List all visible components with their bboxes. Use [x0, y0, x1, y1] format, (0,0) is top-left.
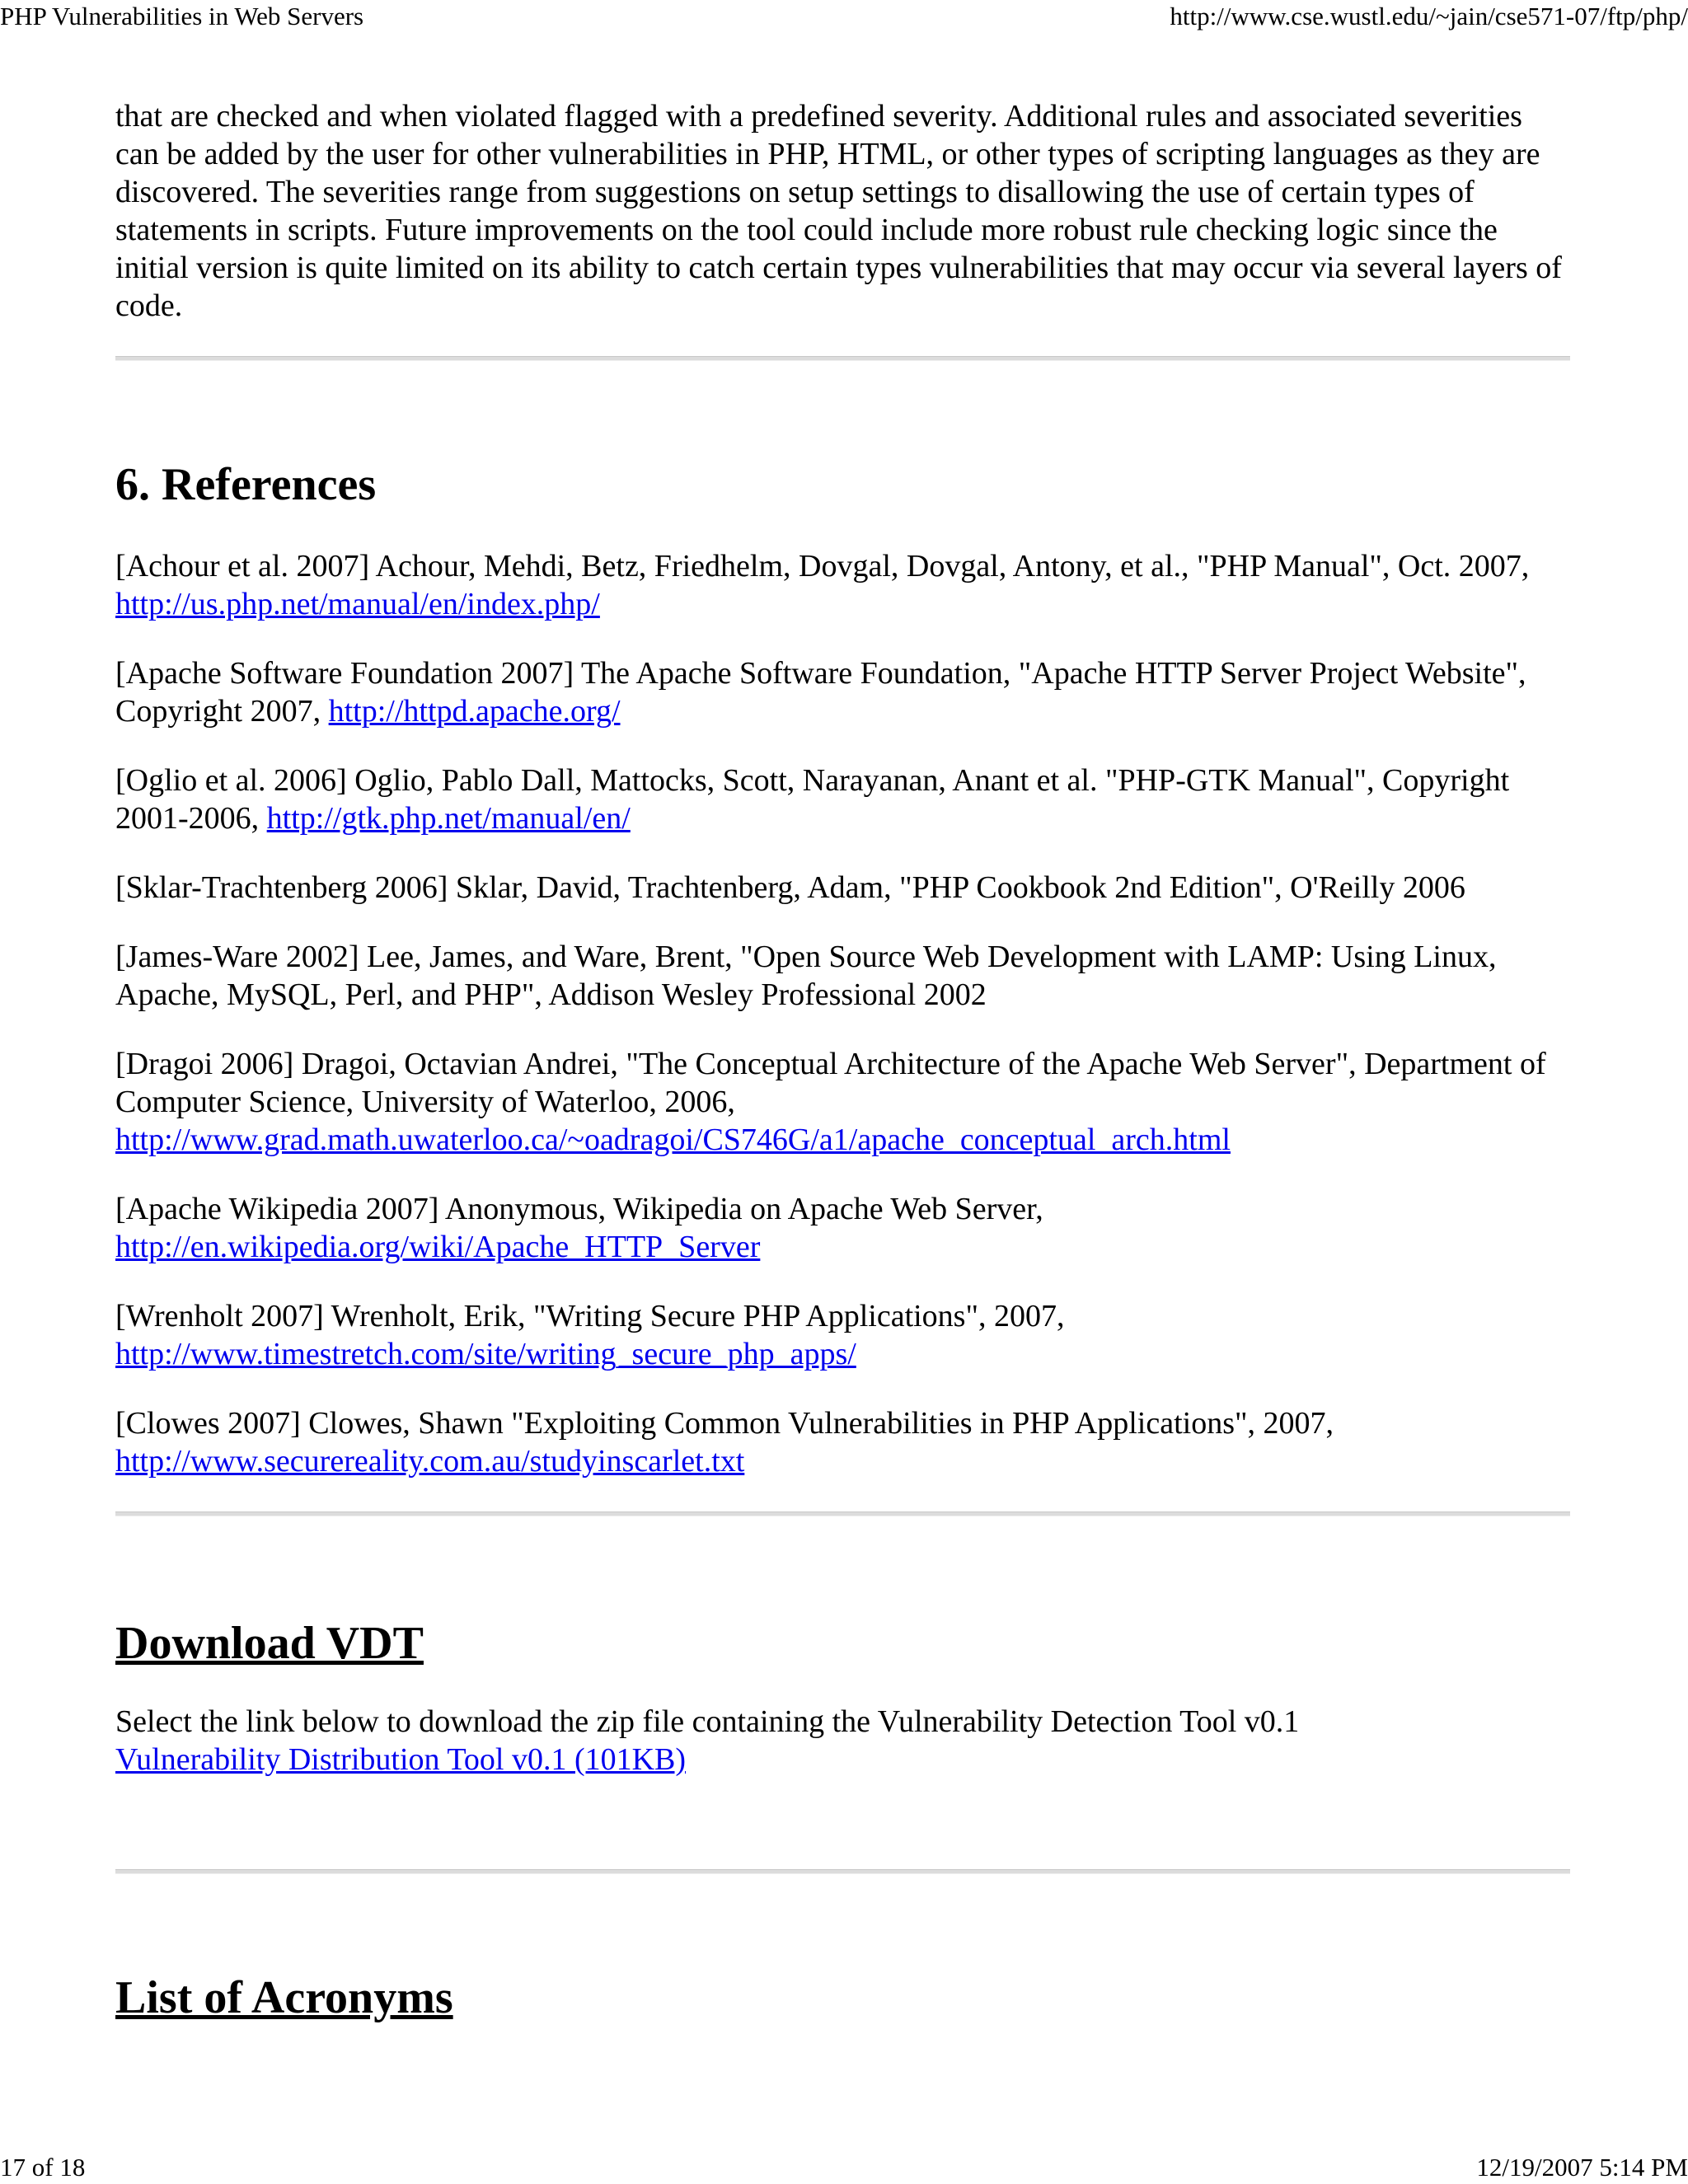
reference-item	[115, 938, 1570, 1014]
download-link[interactable]: Vulnerability Distribution Tool v0.1 (101KB)	[115, 1742, 687, 1777]
reference-text: [Oglio et al. 2006] Oglio, Pablo Dall, Mattocks, Scott, Narayanan, Anant et al. "PHP-GTK Manual", Copyright 2001-2006,	[115, 763, 1510, 836]
page-number: 17 of 18	[0, 2153, 86, 2182]
reference-item	[115, 1297, 1570, 1373]
reference-item	[115, 547, 1570, 623]
reference-text: [Apache Wikipedia 2007] Anonymous, Wikipedia on Apache Web Server,	[115, 1192, 1043, 1226]
download-block	[115, 1703, 1570, 1779]
reference-text: [Clowes 2007] Clowes, Shawn "Exploiting Common Vulnerabilities in PHP Applications", 2007,	[115, 1406, 1334, 1441]
reference-link[interactable]: http://www.grad.math.uwaterloo.ca/~oadragoi/CS746G/a1/apache_conceptual_arch.html	[115, 1122, 1231, 1157]
reference-text: [James-Ware 2002] Lee, James, and Ware, Brent, "Open Source Web Development with LAMP: Using Linux, Apache, MySQL, Perl, and PHP", Addison Wesley Professional 2002	[115, 940, 1497, 1012]
reference-item	[115, 654, 1570, 730]
reference-text: [Apache Software Foundation 2007] The Apache Software Foundation, "Apache HTTP Server Project Website", Copyright 2007,	[115, 656, 1526, 729]
references-heading: 6. References	[115, 459, 377, 510]
reference-item	[115, 1404, 1570, 1480]
download-text: Select the link below to download the zip file containing the Vulnerability Detection Tool v0.1	[115, 1704, 1300, 1739]
reference-link[interactable]: http://gtk.php.net/manual/en/	[266, 801, 631, 836]
page-content	[115, 97, 1570, 2024]
section-divider	[115, 1511, 1570, 1516]
print-header-title: PHP Vulnerabilities in Web Servers	[0, 2, 364, 30]
download-heading: Download VDT	[115, 1618, 424, 1669]
print-header-url: http://www.cse.wustl.edu/~jain/cse571-07/ftp/php/	[1170, 2, 1688, 30]
print-datetime: 12/19/2007 5:14 PM	[1476, 2153, 1688, 2182]
reference-text: [Dragoi 2006] Dragoi, Octavian Andrei, "The Conceptual Architecture of the Apache Web Server", Department of Computer Science, University of Waterloo, 2006,	[115, 1047, 1546, 1119]
reference-item	[115, 1045, 1570, 1159]
print-header	[0, 0, 1688, 33]
reference-link[interactable]: http://en.wikipedia.org/wiki/Apache_HTTP_Server	[115, 1230, 761, 1264]
reference-text: [Wrenholt 2007] Wrenholt, Erik, "Writing Secure PHP Applications", 2007,	[115, 1299, 1065, 1333]
section-divider	[115, 1869, 1570, 1874]
print-footer	[0, 2151, 1688, 2184]
reference-text: [Achour et al. 2007] Achour, Mehdi, Betz, Friedhelm, Dovgal, Dovgal, Antony, et al., "PHP Manual", Oct. 2007,	[115, 549, 1530, 583]
reference-item	[115, 869, 1570, 907]
section-divider	[115, 356, 1570, 361]
reference-text: [Sklar-Trachtenberg 2006] Sklar, David, Trachtenberg, Adam, "PHP Cookbook 2nd Edition", O'Reilly 2006	[115, 870, 1465, 905]
intro-paragraph: that are checked and when violated flagged with a predefined severity. Additional rules and associated severities can be added by the user for other vulnerabilities in PHP, HTML, or other types of scripting languages as they are discovered. The severities range from suggestions on setup settings to disallowing the use of certain types of statements in scripts. Future improvements on the tool could include more robust rule checking logic since the initial version is quite limited on its ability to catch certain types vulnerabilities that may occur via several layers of code.	[115, 99, 1562, 323]
acronyms-heading: List of Acronyms	[115, 1972, 453, 2023]
reference-list	[115, 547, 1570, 1480]
reference-item	[115, 762, 1570, 837]
reference-item	[115, 1190, 1570, 1266]
reference-link[interactable]: http://www.timestretch.com/site/writing_secure_php_apps/	[115, 1337, 856, 1371]
reference-link[interactable]: http://www.securereality.com.au/studyinscarlet.txt	[115, 1444, 745, 1479]
reference-link[interactable]: http://us.php.net/manual/en/index.php/	[115, 587, 600, 621]
reference-link[interactable]: http://httpd.apache.org/	[328, 694, 621, 729]
